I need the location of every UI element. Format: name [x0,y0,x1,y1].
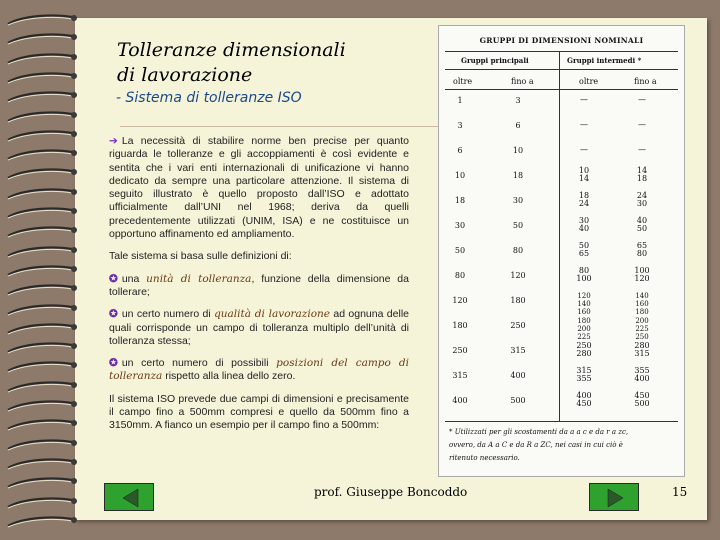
divider-line [120,126,450,127]
table-cell-inter-oltre: — [580,120,588,129]
table-cell-main-fino: 250 [510,321,526,330]
body-text [109,135,409,442]
table-cell-inter-oltre: 315 355 [576,366,592,383]
table-cell-inter-fino: 200 225 250 [635,317,649,341]
table-cell-inter-fino: 280 315 [634,341,650,358]
table-cell-inter-fino: 65 80 [636,241,648,258]
table-cell-main-oltre: 1 [457,96,463,105]
arrow-icon: ➔ [109,135,118,147]
table-cell-main-fino: 400 [510,371,526,380]
spiral-coil [4,359,84,372]
spiral-coil [4,12,84,25]
table-cell-main-fino: 80 [512,246,524,255]
table-title: GRUPPI DI DIMENSIONI NOMINALI [479,36,644,45]
table-cell-inter-fino: 14 18 [636,166,648,183]
spiral-coil [4,437,84,450]
table-cell-main-oltre: 120 [452,296,468,305]
table-cell-inter-oltre: 180 200 225 [577,317,591,341]
table-cell-main-oltre: 250 [452,346,468,355]
table-cell-main-oltre: 10 [454,171,466,180]
bullet-2-emphasis: qualità di lavorazione [214,308,330,321]
table-cell-inter-fino: 140 160 180 [635,292,649,316]
spiral-coil [4,147,84,160]
paragraph-intro [109,135,409,241]
table-cell-main-fino: 10 [512,146,524,155]
spiral-coil [4,205,84,218]
table-cell-main-fino: 500 [510,396,526,405]
bullet-icon: ✪ [109,357,118,370]
spiral-coil [4,186,84,199]
table-group-intermediate: Gruppi intermedi * [567,56,642,65]
table-cell-main-fino: 315 [510,346,526,355]
table-cell-inter-fino: — [638,120,646,129]
next-slide-button[interactable] [589,483,639,511]
spiral-coil [4,417,84,430]
table-cell-main-oltre: 18 [454,196,466,205]
spiral-coil [4,70,84,83]
spiral-coil [4,31,84,44]
title-line-1: Tolleranze dimensionali [117,39,346,61]
spiral-coil [4,495,84,508]
table-col-fino: fino a [511,77,534,86]
table-footnote-1: * Utilizzati per gli scostamenti da a a c e da r a zc, [449,428,629,436]
table-cell-main-fino: 120 [510,271,526,280]
spiral-coil [4,456,84,469]
table-cell-inter-fino: 355 400 [634,366,650,383]
table-cell-main-fino: 18 [512,171,524,180]
slide-title [117,38,417,88]
table-rule [445,69,678,70]
spiral-binding [0,12,90,532]
previous-slide-button[interactable] [104,483,154,511]
table-footnote-3: ritenuto necessario. [449,454,520,462]
table-cell-inter-fino: 40 50 [636,216,648,233]
table-cell-inter-oltre: 400 450 [576,391,592,408]
page-number: 15 [672,485,688,499]
spiral-coil [4,321,84,334]
spiral-coil [4,89,84,102]
table-cell-main-oltre: 50 [454,246,466,255]
table-cell-main-oltre: 6 [457,146,463,155]
slide-subtitle: - Sistema di tolleranze ISO [116,90,302,106]
table-cell-main-fino: 3 [515,96,521,105]
bullet-1-post: , funzione della dimensione da tollerare; [109,272,409,298]
table-footnote-2: ovvero, da A a C e da R a ZC, nei casi in cui ciò è [449,441,623,449]
table-cell-inter-fino: — [638,95,646,104]
table-cell-inter-oltre: 80 100 [576,266,592,283]
table-cell-main-oltre: 315 [452,371,468,380]
table-cell-main-oltre: 3 [457,121,463,130]
footer-author: prof. Giuseppe Boncoddo [314,485,468,499]
bullet-3-post: rispetto alla linea dello zero. [162,370,296,383]
table-col-oltre-2: oltre [579,77,599,86]
spiral-coil [4,398,84,411]
table-cell-inter-oltre: — [580,95,588,104]
table-cell-main-fino: 6 [515,121,521,130]
table-cell-inter-oltre: 120 140 160 [577,292,591,316]
bullet-item-3 [109,357,409,384]
table-rule [445,421,678,422]
paragraph-ranges: Il sistema ISO prevede due campi di dimensioni e precisamente il campo fino a 500mm compresi e quello da 500mm fino a 3150mm. A fianco un esempio per il campo fino a 500mm: [109,392,409,432]
bullet-item-1 [109,273,409,300]
paragraph-intro-text: La necessità di stabilire norme ben precise per quanto riguarda le tolleranze e gli accoppiamenti è così evidente e sentita che i vari enti internazionali di unificazione vi hanno dedicato da sempre una particolare attenzione. Il sistema di seguito illustrato è quello proposto dall’ISO e adottato ufficialmente dall’UNI nel 1968; deriva da quelli precedentemente utilizzati (UNIM, ISA) e ne costituisce un opportuno affinamento ed ampliamento. [109,135,409,241]
spiral-coil [4,244,84,257]
table-cell-inter-fino: 100 120 [634,266,650,283]
table-cell-inter-oltre: 50 65 [578,241,590,258]
bullet-3-emphasis: posizioni del campo di tolleranza [109,357,409,383]
table-divider [559,51,560,421]
table-col-oltre: oltre [453,77,473,86]
table-cell-main-fino: 180 [510,296,526,305]
bullet-2-post: ad ognuna delle quali corrisponde un campo di tolleranza multiplo dell’unità di tolleranza stessa; [109,308,409,347]
title-line-2: di lavorazione [117,64,253,86]
spiral-coil [4,128,84,141]
table-cell-main-oltre: 400 [452,396,468,405]
spiral-coil [4,109,84,122]
bullet-item-2 [109,308,409,348]
bullet-1-emphasis: unità di tolleranza [146,272,252,285]
bullet-icon: ✪ [109,308,118,321]
bullet-1-pre: una [121,272,147,285]
spiral-coil [4,340,84,353]
table-cell-main-fino: 30 [512,196,524,205]
bullet-3-pre: un certo numero di possibili [121,357,277,370]
spiral-coil [4,224,84,237]
dimension-groups-table [438,25,685,477]
table-rule [445,51,678,52]
spiral-coil [4,475,84,488]
table-cell-main-fino: 50 [512,221,524,230]
spiral-coil [4,379,84,392]
table-col-fino-2: fino a [634,77,657,86]
table-rule [445,89,678,90]
spiral-coil [4,514,84,527]
spiral-coil [4,166,84,179]
spiral-coil [4,263,84,276]
table-cell-inter-oltre: 10 14 [578,166,590,183]
triangle-left-icon [105,484,155,512]
table-cell-main-oltre: 80 [454,271,466,280]
table-group-main: Gruppi principali [461,56,529,65]
triangle-right-icon [590,484,640,512]
table-cell-main-oltre: 30 [454,221,466,230]
bullet-icon: ✪ [109,272,118,285]
table-cell-inter-fino: — [638,145,646,154]
table-cell-inter-fino: 450 500 [634,391,650,408]
spiral-coil [4,51,84,64]
spiral-coil [4,282,84,295]
table-cell-inter-oltre: 30 40 [578,216,590,233]
bullet-2-pre: un certo numero di [121,308,215,321]
spiral-coil [4,302,84,315]
table-cell-main-oltre: 180 [452,321,468,330]
table-cell-inter-oltre: — [580,145,588,154]
paragraph-definitions: Tale sistema si basa sulle definizioni di: [109,250,292,263]
table-cell-inter-oltre: 250 280 [576,341,592,358]
table-cell-inter-fino: 24 30 [636,191,648,208]
table-cell-inter-oltre: 18 24 [578,191,590,208]
